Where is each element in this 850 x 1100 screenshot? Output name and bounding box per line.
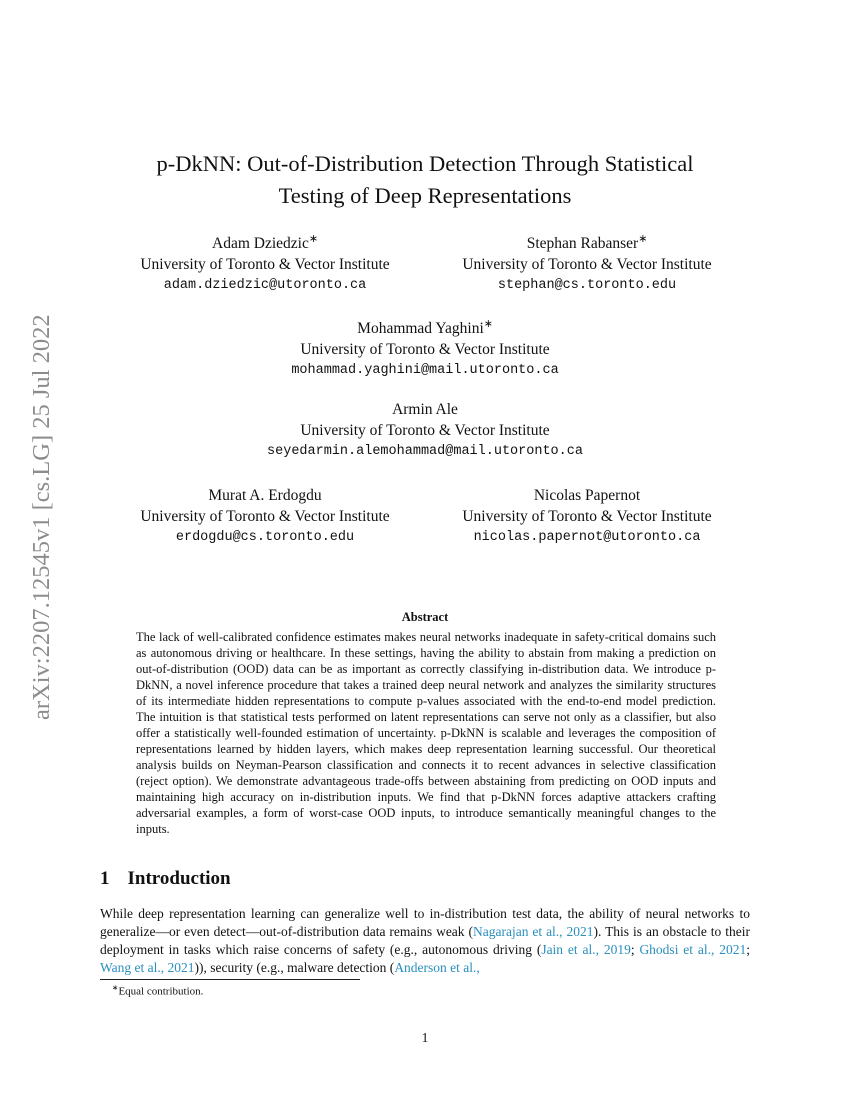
abstract-text: The lack of well-calibrated confidence estimates makes neural networks inadequate in safety-critical domains such as autonomous driving or healthcare. In these settings, having the ability to abstain from making a prediction on out-of-distribution (OOD) data can be as important as correctly classifying in-distribution data. We introduce p-DkNN, a novel inference procedure that takes a trained deep neural network and analyzes the similarity structures of its intermediate hidden representations to compute p-values associated with the end-to-end model prediction. The intuition is that statistical tests performed on latent representations can serve not only as a classifier, but also offer a statistically well-founded estimation of uncertainty. p-DkNN is scalable and leverages the composition of representations learned by hidden layers, which makes deep representation learning successful. Our theoretical analysis builds on Neyman-Pearson classification and connects it to recent advances in selective classification (reject option). We demonstrate advantageous trade-offs between abstaining from predicting on OOD inputs and maintaining high accuracy on in-distribution inputs. We find that p-DkNN forces adaptive attackers crafting adversarial examples, a form of worst-case OOD inputs, to introduce semantically meaningful changes to the inputs. (136, 630, 716, 836)
paragraph-text: ; (746, 942, 750, 957)
citation-link[interactable]: Wang et al., 2021 (100, 960, 195, 975)
author-mark: ∗ (483, 318, 493, 330)
author-email[interactable]: adam.dziedzic@utoronto.ca (163, 278, 367, 294)
author-block (110, 485, 420, 548)
footnote-rule (100, 979, 360, 980)
citation-link[interactable]: Anderson et al., (394, 960, 480, 975)
page-number: 1 (421, 1030, 429, 1045)
paragraph-text: While deep representation learning can generalize well to in-distribution test data, the ability of neural networks to generalize—or even detect—out-of-distribution data remains weak ( (100, 906, 750, 939)
footnote (112, 983, 203, 998)
section-number: 1 (100, 868, 110, 889)
arxiv-stamp (22, 300, 62, 720)
paper-title (100, 148, 750, 212)
footnote-mark: ∗ (112, 983, 119, 992)
citation-link[interactable]: Jain et al., 2019 (541, 942, 631, 957)
author-block (432, 229, 742, 296)
author-name: Murat A. Erdogdu (208, 487, 322, 504)
citation-link[interactable]: Nagarajan et al., 2021 (472, 924, 594, 939)
author-affiliation: University of Toronto & Vector Institute (140, 256, 390, 274)
title-line-2: Testing of Deep Representations (278, 183, 572, 208)
author-block (100, 399, 750, 462)
author-affiliation: University of Toronto & Vector Institute (300, 422, 550, 439)
paragraph-text: )), security (e.g., malware detection ( (194, 960, 395, 975)
author-name: Armin Ale (392, 401, 458, 418)
author-mark: ∗ (308, 233, 318, 245)
author-name: Nicolas Papernot (533, 487, 641, 504)
author-name: Mohammad Yaghini (357, 320, 484, 338)
footnote-text: Equal contribution. (118, 985, 204, 998)
arxiv-stamp-text: arXiv:2207.12545v1 [cs.LG] 25 Jul 2022 (28, 314, 55, 720)
paragraph-text: ; (630, 942, 640, 957)
author-name: Stephan Rabanser (526, 235, 639, 253)
author-name: Adam Dziedzic (212, 235, 309, 253)
title-line-1: p-DkNN: Out-of-Distribution Detection Through Statistical (156, 151, 694, 176)
author-affiliation: University of Toronto & Vector Institute (462, 508, 712, 525)
citation-link[interactable]: Ghodsi et al., 2021 (639, 942, 747, 957)
paragraph-text: ). This is an obstacle to their deployment in tasks which raise concerns of safety (e.g., autonomous driving ( (100, 924, 750, 957)
author-email[interactable]: mohammad.yaghini@mail.utoronto.ca (291, 363, 559, 379)
author-block (100, 314, 750, 381)
author-affiliation: University of Toronto & Vector Institute (462, 256, 712, 274)
section-title: Introduction (127, 868, 231, 889)
author-email[interactable]: seyedarmin.alemohammad@mail.utoronto.ca (267, 444, 583, 459)
author-email[interactable]: erdogdu@cs.toronto.edu (175, 530, 355, 545)
author-affiliation: University of Toronto & Vector Institute (300, 341, 550, 359)
author-block (432, 485, 742, 548)
author-block (110, 229, 420, 296)
author-email[interactable]: stephan@cs.toronto.edu (497, 278, 677, 294)
intro-paragraph (100, 905, 750, 977)
section-heading (100, 868, 231, 890)
abstract-heading: Abstract (401, 610, 449, 624)
author-affiliation: University of Toronto & Vector Institute (140, 508, 390, 525)
author-mark: ∗ (638, 233, 648, 245)
author-email[interactable]: nicolas.papernot@utoronto.ca (473, 530, 701, 545)
